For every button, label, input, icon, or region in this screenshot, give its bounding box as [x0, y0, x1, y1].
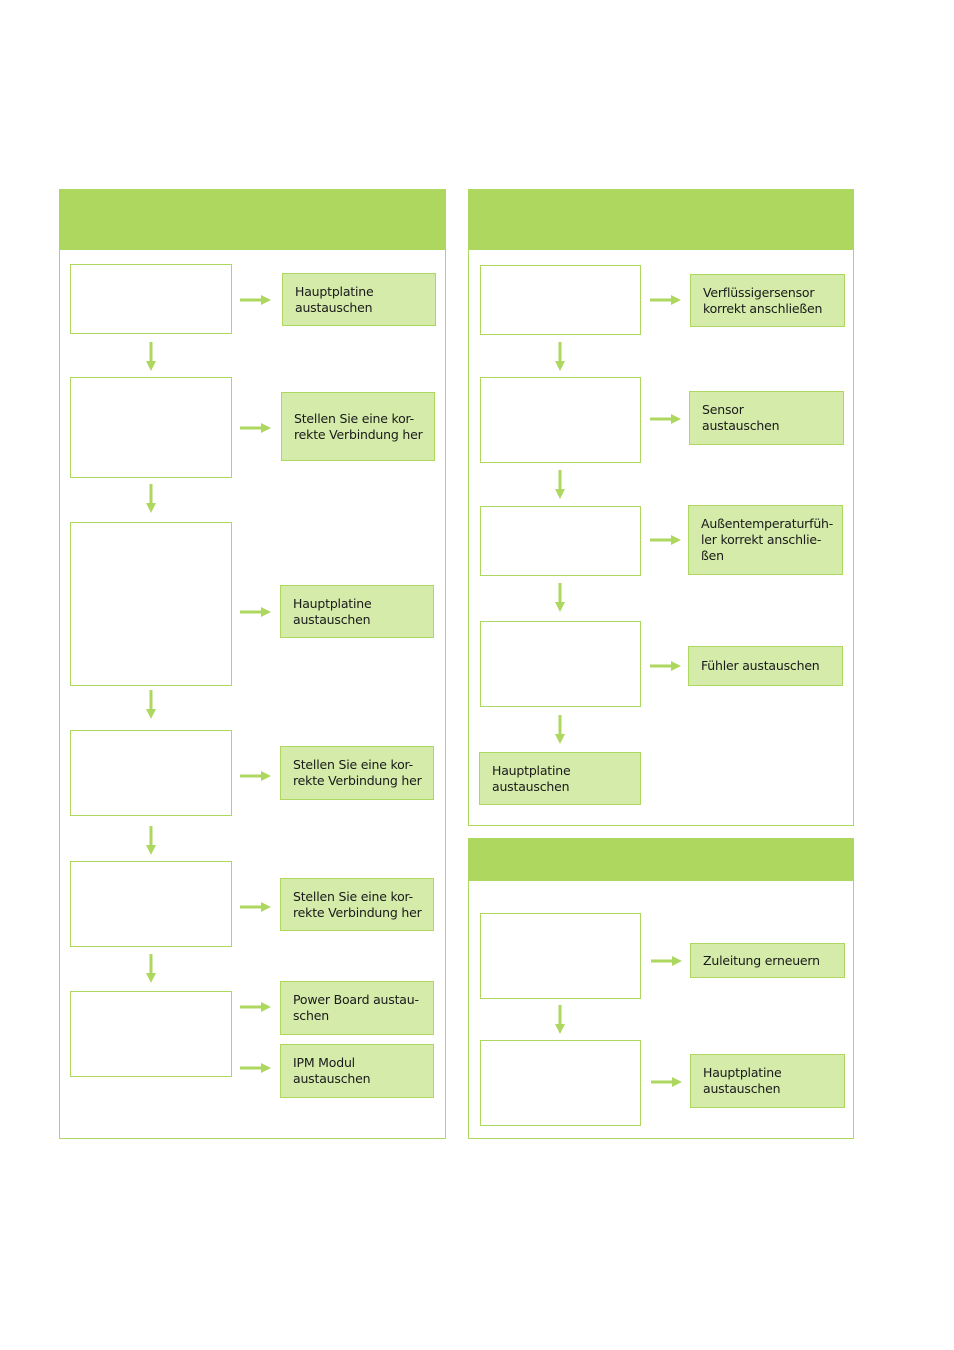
left-action-4-label: Stellen Sie eine kor- rekte Verbindung her [293, 757, 422, 788]
left-action-7-label: IPM Modul austauschen [293, 1055, 371, 1086]
left-action-1-label: Hauptplatine austauschen [295, 283, 374, 315]
right-bottom-action-1-label: Zuleitung erneuern [703, 952, 820, 968]
right-bottom-action-2-label: Hauptplatine austauschen [703, 1065, 782, 1096]
right-top-action-2-label: Sensor austauschen [702, 402, 780, 433]
left-action-6-label: Power Board austau- schen [293, 992, 419, 1023]
right-top-action-5-label: Hauptplatine austauschen [492, 762, 571, 794]
left-action-3-label: Hauptplatine austauschen [293, 595, 372, 627]
left-action-5-label: Stellen Sie eine kor- rekte Verbindung her [293, 888, 422, 920]
left-action-2-label: Stellen Sie eine kor- rekte Verbindung her [294, 410, 423, 442]
right-top-action-3-label: Außentemperaturfüh- ler korrekt anschlie- ßen [701, 516, 834, 563]
right-top-action-4-label: Fühler austauschen [701, 658, 820, 673]
right-top-action-1-label: Verflüssigersensor korrekt anschließen [703, 284, 823, 316]
